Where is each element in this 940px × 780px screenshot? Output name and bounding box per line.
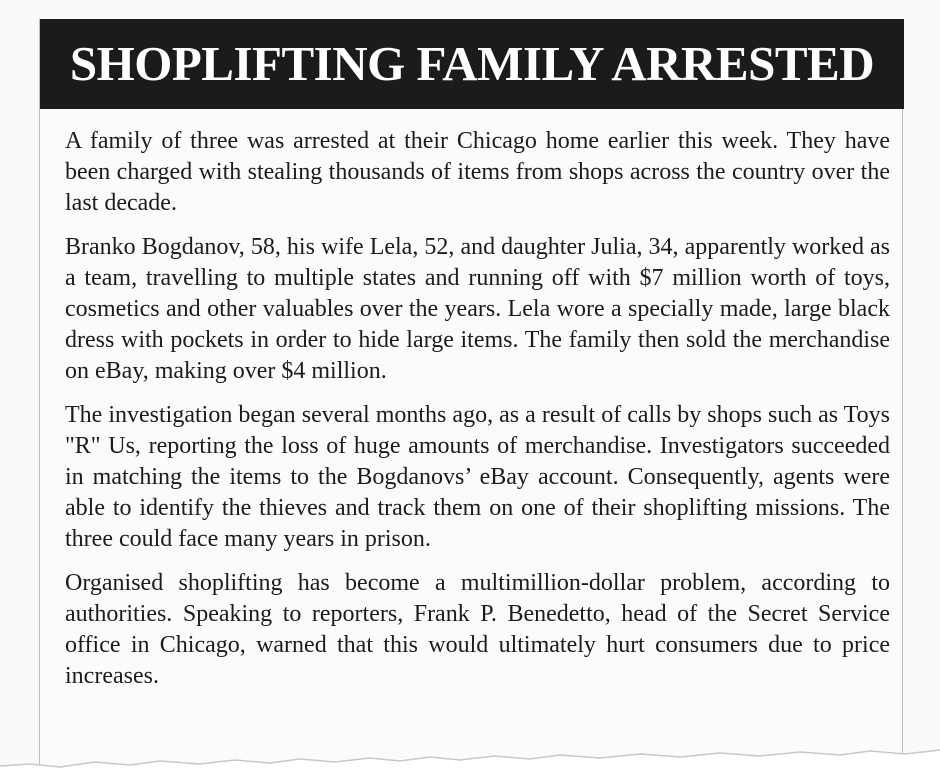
article-headline: SHOPLIFTING FAMILY ARRESTED: [69, 36, 875, 91]
torn-paper-edge: [0, 740, 940, 780]
newspaper-clipping: [39, 19, 903, 780]
article-paragraph-4: Organised shoplifting has become a multimillion-dollar problem, according to authorities. Speaking to reporters, Frank P. Benedetto, head of the Secret Service office in Chicago, warned that this would ultimately hurt consumers due to price increases.: [65, 570, 890, 689]
article-paragraph-2: Branko Bogdanov, 58, his wife Lela, 52, and daughter Julia, 34, apparently worked as a team, travelling to multiple states and running off with $7 million worth of toys, cosmetics and other valuables over the years. Lela wore a specially made, large black dress with pockets in order to hide large items. The family then sold the merchandise on eBay, making over $4 million.: [65, 234, 890, 384]
article-paragraph-3: The investigation began several months ago, as a result of calls by shops such as Toys "R" Us, reporting the loss of huge amounts of merchandise. Investigators succeeded in matching the items to the Bogdanovs’ eBay account. Consequently, agents were able to identify the thieves and track them on one of their shoplifting missions. The three could face many years in prison.: [65, 402, 890, 552]
article-body: [65, 126, 890, 705]
headline-bar: [40, 19, 904, 109]
article-paragraph-1: A family of three was arrested at their Chicago home earlier this week. They have been charged with stealing thousands of items from shops across the country over the last decade.: [65, 128, 890, 216]
